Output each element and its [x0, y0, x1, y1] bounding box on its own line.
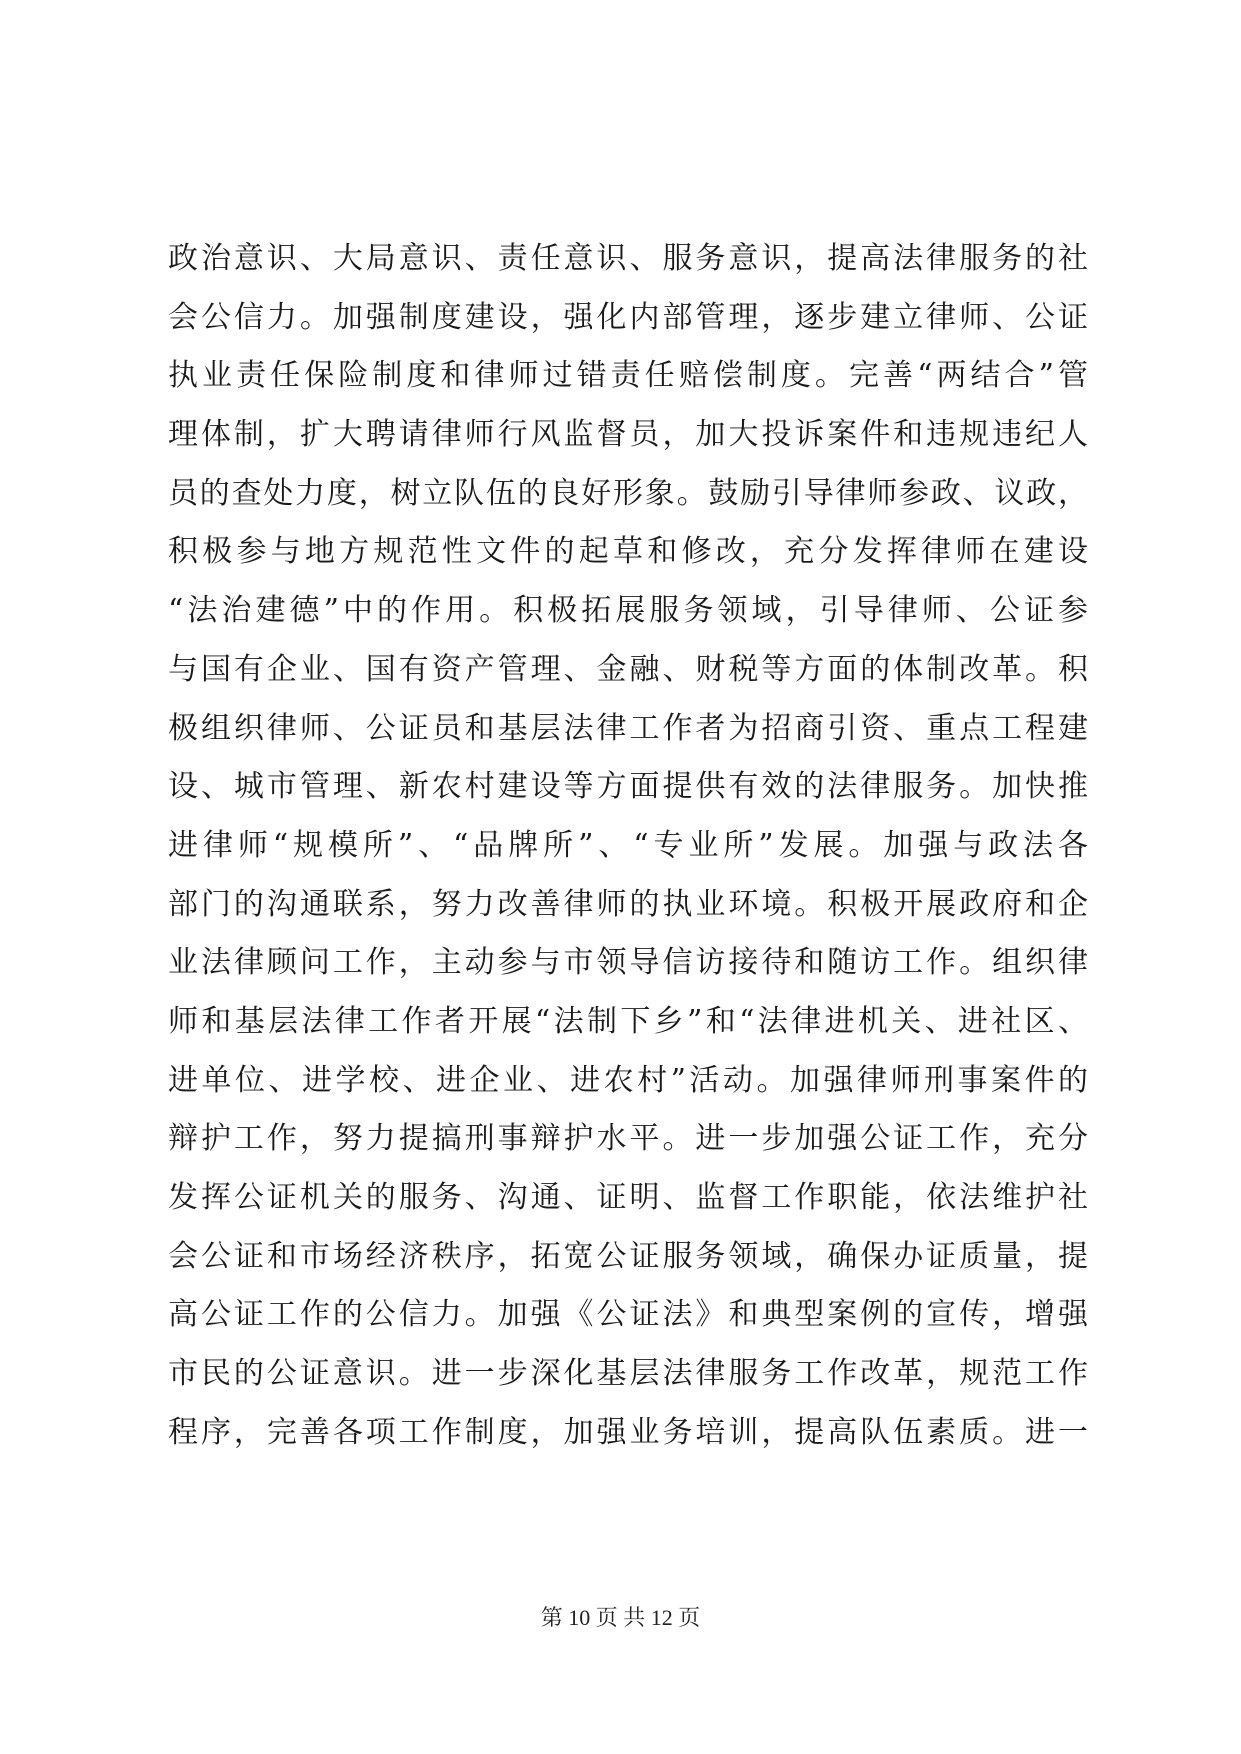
text-line: 理体制，扩大聘请律师行风监督员，加大投诉案件和违规违纪人 — [168, 417, 1088, 453]
text-line: 会公信力。加强制度建设，强化内部管理，逐步建立律师、公证 — [168, 299, 1088, 335]
text-line: 会公证和市场经济秩序，拓宽公证服务领域，确保办证质量，提 — [168, 1238, 1088, 1274]
text-line: 政治意识、大局意识、责任意识、服务意识，提高法律服务的社 — [168, 241, 1088, 276]
text-line: 部门的沟通联系，努力改善律师的执业环境。积极开展政府和企 — [168, 886, 1088, 922]
text-line: 进律师“规模所”、“品牌所”、“专业所”发展。加强与政法各 — [168, 827, 1088, 863]
text-line: 市民的公证意识。进一步深化基层法律服务工作改革，规范工作 — [168, 1356, 1088, 1392]
text-line: 高公证工作的公信力。加强《公证法》和典型案例的宣传，增强 — [168, 1297, 1088, 1333]
text-line: 与国有企业、国有资产管理、金融、财税等方面的体制改革。积 — [168, 651, 1088, 687]
text-line: 极组织律师、公证员和基层法律工作者为招商引资、重点工程建 — [168, 710, 1088, 746]
text-line: 进单位、进学校、进企业、进农村”活动。加强律师刑事案件的 — [168, 1062, 1088, 1098]
text-line: 辩护工作，努力提搞刑事辩护水平。进一步加强公证工作，充分 — [168, 1121, 1088, 1157]
text-line: “法治建德”中的作用。积极拓展服务领域，引导律师、公证参 — [168, 593, 1088, 629]
text-line: 业法律顾问工作，主动参与市领导信访接待和随访工作。组织律 — [168, 945, 1088, 981]
text-line: 积极参与地方规范性文件的起草和修改，充分发挥律师在建设 — [168, 534, 1088, 570]
text-line: 设、城市管理、新农村建设等方面提供有效的法律服务。加快推 — [168, 769, 1088, 805]
text-line: 执业责任保险制度和律师过错责任赔偿制度。完善“两结合”管 — [168, 358, 1088, 394]
body-text — [168, 230, 1088, 1462]
text-line: 程序，完善各项工作制度，加强业务培训，提高队伍素质。进一 — [168, 1414, 1088, 1450]
text-line: 员的查处力度，树立队伍的良好形象。鼓励引导律师参政、议政， — [168, 475, 1088, 511]
text-line: 发挥公证机关的服务、沟通、证明、监督工作职能，依法维护社 — [168, 1180, 1088, 1215]
text-line: 师和基层法律工作者开展“法制下乡”和“法律进机关、进社区、 — [168, 1003, 1088, 1039]
page-number-footer: 第 10 页 共 12 页 — [540, 1605, 701, 1630]
